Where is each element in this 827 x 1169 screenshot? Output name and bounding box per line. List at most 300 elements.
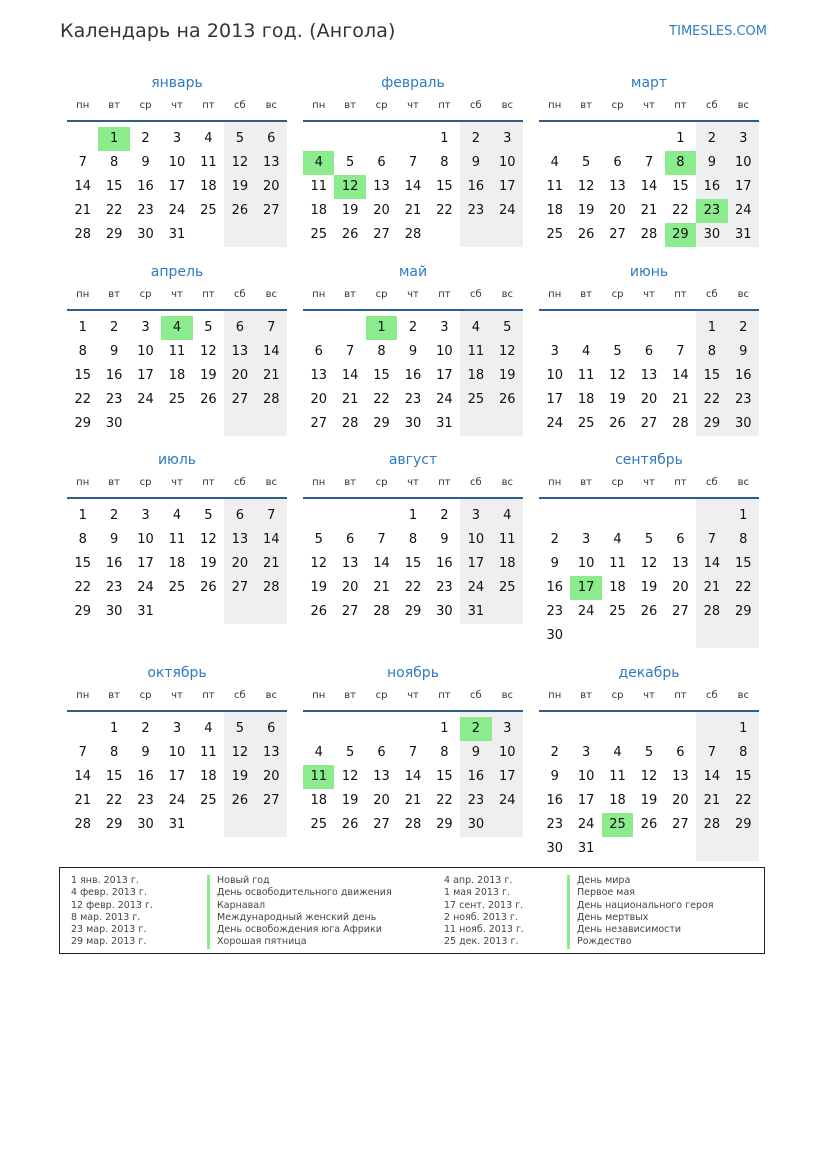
day-cell: 8 <box>109 155 119 170</box>
day-cell: 3 <box>172 721 182 736</box>
day-cell: 9 <box>408 344 418 359</box>
day-cell: 23 <box>404 392 422 407</box>
day-cell: 12 <box>231 155 249 170</box>
day-cell: 18 <box>609 580 626 595</box>
day-cell: 20 <box>231 368 249 383</box>
day-cell: 19 <box>577 203 595 218</box>
day-cell: 3 <box>503 721 512 736</box>
legend-dates-right <box>444 875 524 949</box>
day-cell: 3 <box>440 320 449 335</box>
header-rule <box>67 309 287 311</box>
day-cell: 19 <box>310 580 327 595</box>
day-cell: 23 <box>735 392 752 407</box>
day-cell: 3 <box>141 320 150 335</box>
day-cell: 29 <box>373 416 390 431</box>
header-rule <box>67 120 287 122</box>
weekday-label: пн <box>76 477 90 488</box>
day-cell: 2 <box>440 508 449 523</box>
day-cell: 30 <box>735 416 752 431</box>
month-name: январь <box>151 75 203 91</box>
day-cell: 14 <box>74 769 91 784</box>
holiday-day-cell: 1 <box>366 316 397 340</box>
day-cell: 16 <box>105 368 123 383</box>
day-cell: 5 <box>345 745 355 760</box>
day-cell: 7 <box>408 745 418 760</box>
day-cell: 30 <box>404 416 422 431</box>
day-cell: 20 <box>310 392 327 407</box>
holiday-day-cell: 11 <box>303 765 334 789</box>
day-cell: 29 <box>735 817 752 832</box>
weekday-label: пн <box>76 289 90 300</box>
day-cell: 20 <box>263 179 280 194</box>
day-cell: 10 <box>467 532 485 547</box>
day-cell: 18 <box>200 769 217 784</box>
day-cell: 23 <box>467 793 485 808</box>
day-cell: 6 <box>676 532 685 547</box>
day-cell: 19 <box>499 368 516 383</box>
holiday-day-cell: 4 <box>303 151 334 175</box>
weekday-label: вс <box>737 690 749 701</box>
day-cell: 4 <box>613 745 622 760</box>
day-cell: 27 <box>373 817 390 832</box>
month-grid <box>67 99 287 247</box>
day-cell: 12 <box>310 556 327 571</box>
day-cell: 3 <box>471 508 480 523</box>
month-name: март <box>630 75 668 91</box>
day-cell: 7 <box>78 745 87 760</box>
weekday-label: чт <box>643 690 655 701</box>
day-cell: 17 <box>546 392 563 407</box>
day-cell: 27 <box>672 817 689 832</box>
day-cell: 5 <box>644 532 654 547</box>
day-cell: 24 <box>467 580 485 595</box>
day-cell: 14 <box>341 368 359 383</box>
day-cell: 15 <box>105 179 123 194</box>
day-cell: 16 <box>105 556 123 571</box>
day-cell: 3 <box>141 508 150 523</box>
day-cell: 30 <box>436 604 453 619</box>
day-cell: 28 <box>74 817 91 832</box>
weekday-label: вс <box>501 100 513 111</box>
weekday-label: пт <box>438 690 451 701</box>
day-cell: 15 <box>373 368 390 383</box>
day-cell: 4 <box>314 745 323 760</box>
day-cell: 4 <box>172 508 182 523</box>
month-3 <box>539 73 759 241</box>
day-cell: 6 <box>644 344 654 359</box>
day-cell: 26 <box>341 227 359 242</box>
legend-holiday-name: День освобождения юга Африки <box>207 924 392 936</box>
day-cell: 26 <box>200 392 217 407</box>
day-cell: 7 <box>345 344 355 359</box>
weekday-label: ср <box>611 100 624 111</box>
day-cell: 1 <box>78 508 87 523</box>
weekday-label: чт <box>171 690 183 701</box>
day-cell: 19 <box>200 556 217 571</box>
day-cell: 27 <box>672 604 689 619</box>
day-cell: 7 <box>267 508 276 523</box>
day-cell: 5 <box>235 131 244 146</box>
month-grid <box>67 288 287 436</box>
day-cell: 5 <box>644 745 654 760</box>
weekday-label: ср <box>139 690 152 701</box>
holiday-day-cell: 8 <box>665 151 696 175</box>
day-cell: 8 <box>739 745 748 760</box>
day-cell: 19 <box>609 392 626 407</box>
legend-holiday-name: День независимости <box>567 924 714 936</box>
weekday-label: ср <box>139 477 152 488</box>
day-cell: 11 <box>467 344 485 359</box>
day-cell: 30 <box>703 227 721 242</box>
day-cell: 7 <box>707 745 716 760</box>
day-cell: 21 <box>404 203 422 218</box>
day-cell: 15 <box>105 769 123 784</box>
day-cell: 18 <box>499 556 516 571</box>
day-cell: 4 <box>503 508 512 523</box>
day-cell: 11 <box>168 344 186 359</box>
day-cell: 6 <box>377 155 386 170</box>
legend-date: 4 апр. 2013 г. <box>444 875 513 886</box>
weekday-label: вс <box>265 477 277 488</box>
weekday-label: ср <box>611 289 624 300</box>
day-cell: 3 <box>581 745 591 760</box>
day-cell: 5 <box>345 155 355 170</box>
day-cell: 16 <box>467 769 485 784</box>
weekday-label: сб <box>470 477 482 488</box>
day-cell: 27 <box>231 392 249 407</box>
day-cell: 9 <box>739 344 748 359</box>
day-cell: 29 <box>436 817 453 832</box>
day-cell: 11 <box>499 532 516 547</box>
day-cell: 12 <box>341 769 359 784</box>
day-cell: 14 <box>672 368 689 383</box>
day-cell: 18 <box>577 392 595 407</box>
day-cell: 5 <box>503 320 512 335</box>
day-cell: 9 <box>109 532 119 547</box>
weekday-label: сб <box>470 100 482 111</box>
day-cell: 30 <box>137 817 154 832</box>
header-rule <box>303 120 523 122</box>
day-cell: 1 <box>707 320 716 335</box>
day-cell: 5 <box>204 320 213 335</box>
weekday-label: вт <box>580 477 592 488</box>
day-cell: 14 <box>74 179 91 194</box>
day-cell: 12 <box>200 344 217 359</box>
legend-holiday-name: День национального героя <box>567 900 714 912</box>
day-cell: 2 <box>408 320 418 335</box>
day-cell: 22 <box>735 580 752 595</box>
day-cell: 23 <box>105 580 123 595</box>
day-cell: 25 <box>168 392 186 407</box>
weekday-label: сб <box>706 289 718 300</box>
day-cell: 10 <box>168 745 186 760</box>
legend-holiday-name: Хорошая пятница <box>207 936 392 948</box>
day-cell: 18 <box>310 203 327 218</box>
day-cell: 24 <box>577 817 595 832</box>
day-cell: 13 <box>310 368 327 383</box>
day-cell: 23 <box>137 793 154 808</box>
day-cell: 10 <box>137 344 154 359</box>
weekday-label: вт <box>108 289 120 300</box>
day-cell: 30 <box>546 841 563 856</box>
month-1 <box>67 73 287 241</box>
weekday-label: сб <box>470 289 482 300</box>
day-cell: 20 <box>263 769 280 784</box>
day-cell: 23 <box>105 392 123 407</box>
day-cell: 17 <box>499 769 516 784</box>
weekday-label: вт <box>108 690 120 701</box>
legend-dates-left <box>71 875 153 949</box>
day-cell: 15 <box>672 179 689 194</box>
day-cell: 17 <box>735 179 752 194</box>
day-cell: 15 <box>436 179 453 194</box>
day-cell: 28 <box>672 416 689 431</box>
day-cell: 12 <box>577 179 595 194</box>
weekday-label: пн <box>548 477 562 488</box>
weekday-label: пт <box>674 477 687 488</box>
weekday-label: вс <box>501 477 513 488</box>
day-cell: 30 <box>137 227 154 242</box>
weekday-label: ср <box>375 100 388 111</box>
day-cell: 26 <box>200 580 217 595</box>
day-cell: 22 <box>735 793 752 808</box>
day-cell: 20 <box>231 556 249 571</box>
day-cell: 24 <box>499 793 516 808</box>
day-cell: 18 <box>609 793 626 808</box>
day-cell: 28 <box>341 416 359 431</box>
day-cell: 13 <box>263 155 280 170</box>
day-cell: 2 <box>471 131 480 146</box>
weekday-label: пт <box>438 100 451 111</box>
day-cell: 9 <box>109 344 119 359</box>
legend-date: 11 нояб. 2013 г. <box>444 924 524 936</box>
day-cell: 26 <box>499 392 516 407</box>
day-cell: 6 <box>235 320 244 335</box>
legend-date: 17 сент. 2013 г. <box>444 899 524 911</box>
day-cell: 26 <box>231 203 249 218</box>
day-cell: 18 <box>310 793 327 808</box>
day-cell: 17 <box>168 769 186 784</box>
day-cell: 11 <box>200 155 217 170</box>
day-cell: 30 <box>105 416 123 431</box>
day-cell: 25 <box>609 604 626 619</box>
day-cell: 2 <box>109 320 119 335</box>
day-cell: 18 <box>168 368 186 383</box>
legend-names-right <box>567 875 714 949</box>
month-2 <box>303 73 523 241</box>
weekday-label: вс <box>265 690 277 701</box>
legend-holiday-name: Первое мая <box>567 887 714 899</box>
weekday-label: пт <box>438 289 451 300</box>
day-cell: 21 <box>74 203 91 218</box>
day-cell: 27 <box>310 416 327 431</box>
day-cell: 1 <box>408 508 418 523</box>
day-cell: 22 <box>373 392 390 407</box>
weekday-label: пн <box>312 477 326 488</box>
day-cell: 6 <box>314 344 323 359</box>
day-cell: 6 <box>345 532 355 547</box>
month-7 <box>67 450 287 618</box>
weekday-label: вс <box>737 289 749 300</box>
weekday-label: пн <box>76 100 90 111</box>
day-cell: 11 <box>168 532 186 547</box>
month-9 <box>539 450 759 642</box>
day-cell: 2 <box>109 508 119 523</box>
weekday-label: чт <box>407 477 419 488</box>
day-cell: 9 <box>707 155 716 170</box>
weekday-label: пт <box>202 289 215 300</box>
day-cell: 4 <box>613 532 622 547</box>
day-cell: 13 <box>231 532 249 547</box>
weekday-label: вт <box>580 289 592 300</box>
day-cell: 12 <box>609 368 626 383</box>
day-cell: 6 <box>676 745 685 760</box>
weekday-label: пн <box>312 289 326 300</box>
header-rule <box>67 710 287 712</box>
day-cell: 25 <box>310 817 327 832</box>
day-cell: 28 <box>703 604 721 619</box>
month-name: август <box>388 452 438 468</box>
day-cell: 2 <box>550 745 559 760</box>
day-cell: 25 <box>467 392 485 407</box>
weekday-label: чт <box>171 477 183 488</box>
day-cell: 23 <box>137 203 154 218</box>
day-cell: 7 <box>377 532 386 547</box>
day-cell: 13 <box>373 179 390 194</box>
day-cell: 9 <box>550 769 559 784</box>
day-cell: 1 <box>78 320 87 335</box>
day-cell: 4 <box>204 721 213 736</box>
day-cell: 16 <box>546 793 563 808</box>
weekday-label: вт <box>580 690 592 701</box>
weekday-label: пн <box>548 100 562 111</box>
day-cell: 10 <box>499 155 516 170</box>
day-cell: 24 <box>436 392 453 407</box>
month-name: сентябрь <box>615 452 683 468</box>
holiday-legend <box>59 867 765 954</box>
weekday-label: ср <box>611 477 624 488</box>
day-cell: 28 <box>703 817 721 832</box>
day-cell: 23 <box>436 580 453 595</box>
day-cell: 2 <box>141 131 150 146</box>
month-5 <box>303 262 523 430</box>
day-cell: 1 <box>440 721 449 736</box>
day-cell: 25 <box>168 580 186 595</box>
weekday-label: пн <box>312 100 326 111</box>
day-cell: 2 <box>739 320 748 335</box>
day-cell: 11 <box>200 745 217 760</box>
weekday-label: ср <box>375 289 388 300</box>
weekday-label: вт <box>580 100 592 111</box>
day-cell: 22 <box>74 392 91 407</box>
header-rule <box>67 497 287 499</box>
legend-date: 2 нояб. 2013 г. <box>444 911 518 923</box>
day-cell: 19 <box>200 368 217 383</box>
day-cell: 20 <box>341 580 359 595</box>
day-cell: 18 <box>168 556 186 571</box>
header-rule <box>539 710 759 712</box>
month-12 <box>539 663 759 855</box>
day-cell: 22 <box>703 392 721 407</box>
day-cell: 8 <box>377 344 386 359</box>
day-cell: 10 <box>137 532 154 547</box>
day-cell: 31 <box>577 841 595 856</box>
day-cell: 28 <box>263 392 280 407</box>
day-cell: 9 <box>440 532 449 547</box>
day-cell: 10 <box>546 368 563 383</box>
day-cell: 26 <box>640 817 658 832</box>
day-cell: 8 <box>78 532 87 547</box>
day-cell: 14 <box>373 556 390 571</box>
day-cell: 18 <box>546 203 563 218</box>
month-grid <box>303 288 523 436</box>
month-name: ноябрь <box>387 665 439 681</box>
weekday-label: вс <box>737 100 749 111</box>
day-cell: 9 <box>471 155 480 170</box>
day-cell: 26 <box>609 416 626 431</box>
day-cell: 20 <box>373 793 390 808</box>
holiday-day-cell: 1 <box>98 127 129 151</box>
day-cell: 15 <box>74 556 91 571</box>
day-cell: 30 <box>546 628 563 643</box>
day-cell: 6 <box>613 155 622 170</box>
month-grid <box>67 689 287 837</box>
day-cell: 6 <box>377 745 386 760</box>
weekday-label: ср <box>375 690 388 701</box>
day-cell: 6 <box>267 131 276 146</box>
day-cell: 9 <box>471 745 480 760</box>
day-cell: 14 <box>703 769 721 784</box>
day-cell: 2 <box>141 721 150 736</box>
day-cell: 27 <box>640 416 658 431</box>
day-cell: 16 <box>546 580 563 595</box>
holiday-day-cell: 12 <box>334 175 365 199</box>
day-cell: 24 <box>735 203 752 218</box>
day-cell: 3 <box>503 131 512 146</box>
month-grid <box>539 476 759 648</box>
day-cell: 24 <box>577 604 595 619</box>
day-cell: 10 <box>735 155 752 170</box>
day-cell: 7 <box>676 344 685 359</box>
month-name: декабрь <box>618 665 680 681</box>
day-cell: 26 <box>341 817 359 832</box>
day-cell: 29 <box>74 416 91 431</box>
day-cell: 17 <box>137 556 154 571</box>
day-cell: 15 <box>703 368 721 383</box>
day-cell: 16 <box>735 368 752 383</box>
day-cell: 15 <box>404 556 422 571</box>
day-cell: 21 <box>703 793 721 808</box>
day-cell: 21 <box>263 556 280 571</box>
day-cell: 19 <box>640 580 658 595</box>
day-cell: 27 <box>609 227 626 242</box>
weekday-label: пн <box>548 690 562 701</box>
day-cell: 30 <box>105 604 123 619</box>
day-cell: 22 <box>404 580 422 595</box>
weekday-label: сб <box>234 690 246 701</box>
day-cell: 14 <box>703 556 721 571</box>
day-cell: 17 <box>467 556 485 571</box>
brand-link[interactable]: TIMESLES.COM <box>669 24 767 39</box>
day-cell: 26 <box>310 604 327 619</box>
day-cell: 10 <box>577 769 595 784</box>
day-cell: 5 <box>204 508 213 523</box>
day-cell: 10 <box>168 155 186 170</box>
day-cell: 8 <box>408 532 418 547</box>
day-cell: 8 <box>707 344 716 359</box>
day-cell: 13 <box>640 368 658 383</box>
weekday-label: пн <box>312 690 326 701</box>
